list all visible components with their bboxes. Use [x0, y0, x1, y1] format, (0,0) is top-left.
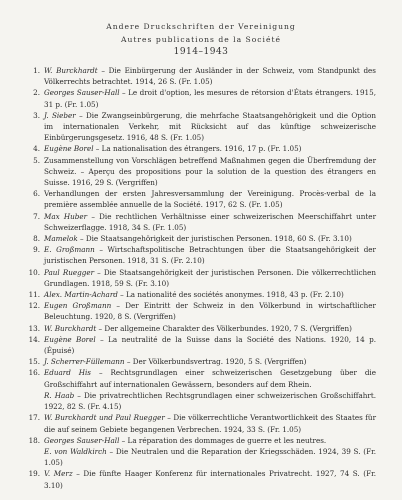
publication-list — [28, 65, 377, 491]
entry-title: – Die Staatsangehörigkeit der juristischen Personen. 1918, 60 S. (Fr. 3.10) — [77, 234, 352, 244]
entry-author: W. Burckhardt und Paul Ruegger — [44, 413, 165, 423]
entry-author: W. Burckhardt — [44, 66, 98, 75]
entry-author: Georges Sauser-Hall — [44, 88, 120, 98]
entry-title: – La neutralité de la Suisse dans la Société des Nations. 1920, 14 p. (Épuisé) — [44, 334, 376, 356]
entry-author: Mamelok — [44, 234, 78, 244]
entry-title: – Le droit d'option, les mesures de rétorsion d'États étrangers. 1915, 31 p. (Fr. 1.05) — [44, 88, 376, 109]
entry-text — [44, 143, 376, 154]
entry-author: E. Großmann — [44, 245, 95, 255]
entry-number: 15. — [28, 357, 40, 367]
entry-number: 6. — [33, 189, 40, 199]
list-item — [33, 211, 377, 233]
entry-number: 5. — [33, 155, 40, 165]
entry-author: J. Scherrer-Füllemann — [44, 357, 125, 367]
list-item — [28, 367, 376, 389]
list-item — [44, 390, 376, 412]
entry-text — [44, 155, 376, 189]
list-item — [33, 188, 376, 210]
entry-title: – La nationalisation des étrangers. 1916, 17 p. (Fr. 1.05) — [93, 144, 302, 154]
header-title-german: Andere Druckschriften der Vereinigung — [106, 22, 296, 31]
entry-number: 2. — [33, 88, 40, 98]
entry-text — [44, 267, 376, 289]
entry-author: V. Merz — [44, 469, 73, 479]
entry-text — [44, 233, 376, 244]
list-item — [33, 244, 376, 266]
entry-text — [44, 412, 376, 434]
list-item — [33, 87, 376, 109]
entry-title: Zusammenstellung von Vorschlägen betreffend Maßnahmen gegen die Überfremdung der Schweiz. – Aperçu des propositions pour la solution de la question des étrangers en Suisse. 1916, 29 S. (Vergriffen) — [44, 155, 376, 188]
list-item — [28, 435, 376, 446]
entry-author: Eugène Borel — [44, 334, 96, 344]
entry-title: – Rechtsgrundlagen einer schweizerischen Gesetzgebung über die Großschiffahrt auf internationalen Gewässern, besonders auf dem Rhein. — [44, 368, 376, 389]
entry-number: 11. — [28, 290, 40, 300]
entry-text — [44, 87, 376, 109]
entry-author: Eugène Borel — [44, 144, 94, 154]
list-item — [33, 155, 376, 189]
entry-author: Georges Sauser-Hall — [44, 435, 120, 445]
entry-number: 9. — [33, 245, 40, 255]
entry-author: Alex. Martin-Achard — [44, 290, 118, 300]
entry-author: Paul Ruegger — [44, 267, 95, 277]
entry-number: 8. — [33, 234, 40, 244]
entry-author: Eduard His — [44, 368, 91, 378]
list-item — [28, 300, 376, 322]
entry-text — [44, 468, 376, 490]
list-item — [33, 65, 376, 87]
list-item — [33, 110, 376, 144]
list-item — [33, 143, 376, 154]
entry-text — [44, 244, 376, 266]
entry-text — [44, 110, 376, 144]
entry-number: 4. — [33, 144, 40, 154]
entry-text — [44, 446, 376, 468]
entry-author: Eugen Großmann — [44, 301, 112, 311]
list-item — [28, 468, 377, 490]
entry-number: 16. — [28, 368, 40, 378]
list-item — [28, 356, 376, 367]
entry-text — [44, 300, 376, 322]
entry-text — [44, 65, 376, 87]
entry-title: – Die Neutralen und die Reparation der Kriegsschäden. 1924, 39 S. (Fr. 1.05) — [44, 446, 376, 468]
entry-number: 13. — [28, 323, 40, 333]
entry-text — [44, 390, 376, 412]
entry-number: 7. — [33, 211, 40, 221]
entry-title: – La nationalité des sociétés anonymes. 1918, 43 p. (Fr. 2.10) — [117, 290, 344, 300]
entry-author: J. Sieber — [44, 110, 76, 120]
entry-title: – La réparation des dommages de guerre et les neutres. — [119, 435, 327, 445]
entry-title: – Der allgemeine Charakter des Völkerbundes. 1920, 7 S. (Vergriffen) — [96, 323, 352, 333]
entry-text — [44, 367, 376, 389]
list-item — [28, 334, 376, 356]
entry-title: – Die völkerrechtliche Verantwortlichkeit des Staates für die auf seinem Gebiete begangenen Verbrechen. 1924, 33 S. (Fr. 1.05) — [44, 413, 377, 434]
entry-author: W. Burckhardt — [44, 323, 97, 333]
list-item — [28, 289, 376, 300]
entry-title: – Die rechtlichen Verhältnisse einer schweizerischen Meerschiffahrt unter Schweizerflagge. 1918, 34 S. (Fr. 1.05) — [44, 211, 377, 232]
entry-title: – Die Staatsangehörigkeit der juristischen Personen. Die völkerrechtlichen Grundlagen. 1918, 59 S. (Fr. 3.10) — [44, 267, 376, 288]
entry-author: Max Huber — [44, 211, 88, 221]
entry-title: – Der Eintritt der Schweiz in den Völkerbund in wirtschaftlicher Beleuchtung. 1920, 8 S. (Vergriffen) — [44, 301, 376, 322]
list-item — [44, 446, 376, 468]
list-item — [33, 233, 376, 244]
entry-text — [44, 289, 376, 300]
entry-number: 14. — [28, 334, 40, 344]
entry-number: 19. — [28, 469, 40, 479]
header-years: 1914–1943 — [173, 47, 229, 57]
entry-number: 17. — [28, 413, 40, 423]
entry-author: R. Haab — [44, 390, 75, 400]
entry-text — [44, 356, 376, 367]
list-item — [28, 267, 376, 289]
entry-text — [44, 334, 376, 356]
entry-number: 1. — [33, 66, 40, 75]
entry-number: 18. — [28, 435, 40, 445]
header-title-french: Autres publications de la Société — [121, 35, 281, 44]
list-item — [28, 412, 377, 434]
list-item — [28, 323, 376, 334]
entry-number: 12. — [28, 301, 40, 311]
entry-text — [44, 435, 376, 446]
entry-title: – Die fünfte Haager Konferenz für internationales Privatrecht. 1927, 74 S. (Fr. 3.10) — [44, 469, 377, 490]
entry-text — [44, 211, 376, 233]
entry-title: – Die privatrechtlichen Rechtsgrundlagen einer schweizerischen Großschiffahrt. 1922, 82 S. (Fr. 4.15) — [44, 390, 376, 412]
entry-title: – Der Völkerbundsvertrag. 1920, 5 S. (Vergriffen) — [124, 357, 307, 367]
entry-text — [44, 323, 376, 334]
entry-title: Verhandlungen der ersten Jahresversammlung der Vereinigung. Procès-verbal de la première assemblée annuelle de la Société. 1917, 62 S. (Fr. 1.05) — [44, 189, 376, 210]
entry-number: 3. — [33, 110, 40, 120]
entry-text — [44, 188, 376, 210]
entry-number: 10. — [28, 267, 40, 277]
entry-title: – Wirtschaftspolitische Betrachtungen über die Staatsangehörigkeit der juristischen Personen. 1918, 31 S. (Fr. 2.10) — [44, 245, 376, 266]
entry-title: – Die Einbürgerung der Ausländer in der Schweiz, vom Standpunkt des Völkerrechts betrachtet. 1914, 26 S. (Fr. 1.05) — [44, 66, 376, 87]
entry-author: E. von Waldkirch — [44, 446, 107, 456]
entry-title: – Die Zwangseinbürgerung, die mehrfache Staatsangehörigkeit und die Option im internationalen Verkehr, mit Rücksicht auf das künftige schweizerische Einbürgerungsgesetz. 1916, 48 S. (Fr. 1.05) — [44, 110, 376, 143]
